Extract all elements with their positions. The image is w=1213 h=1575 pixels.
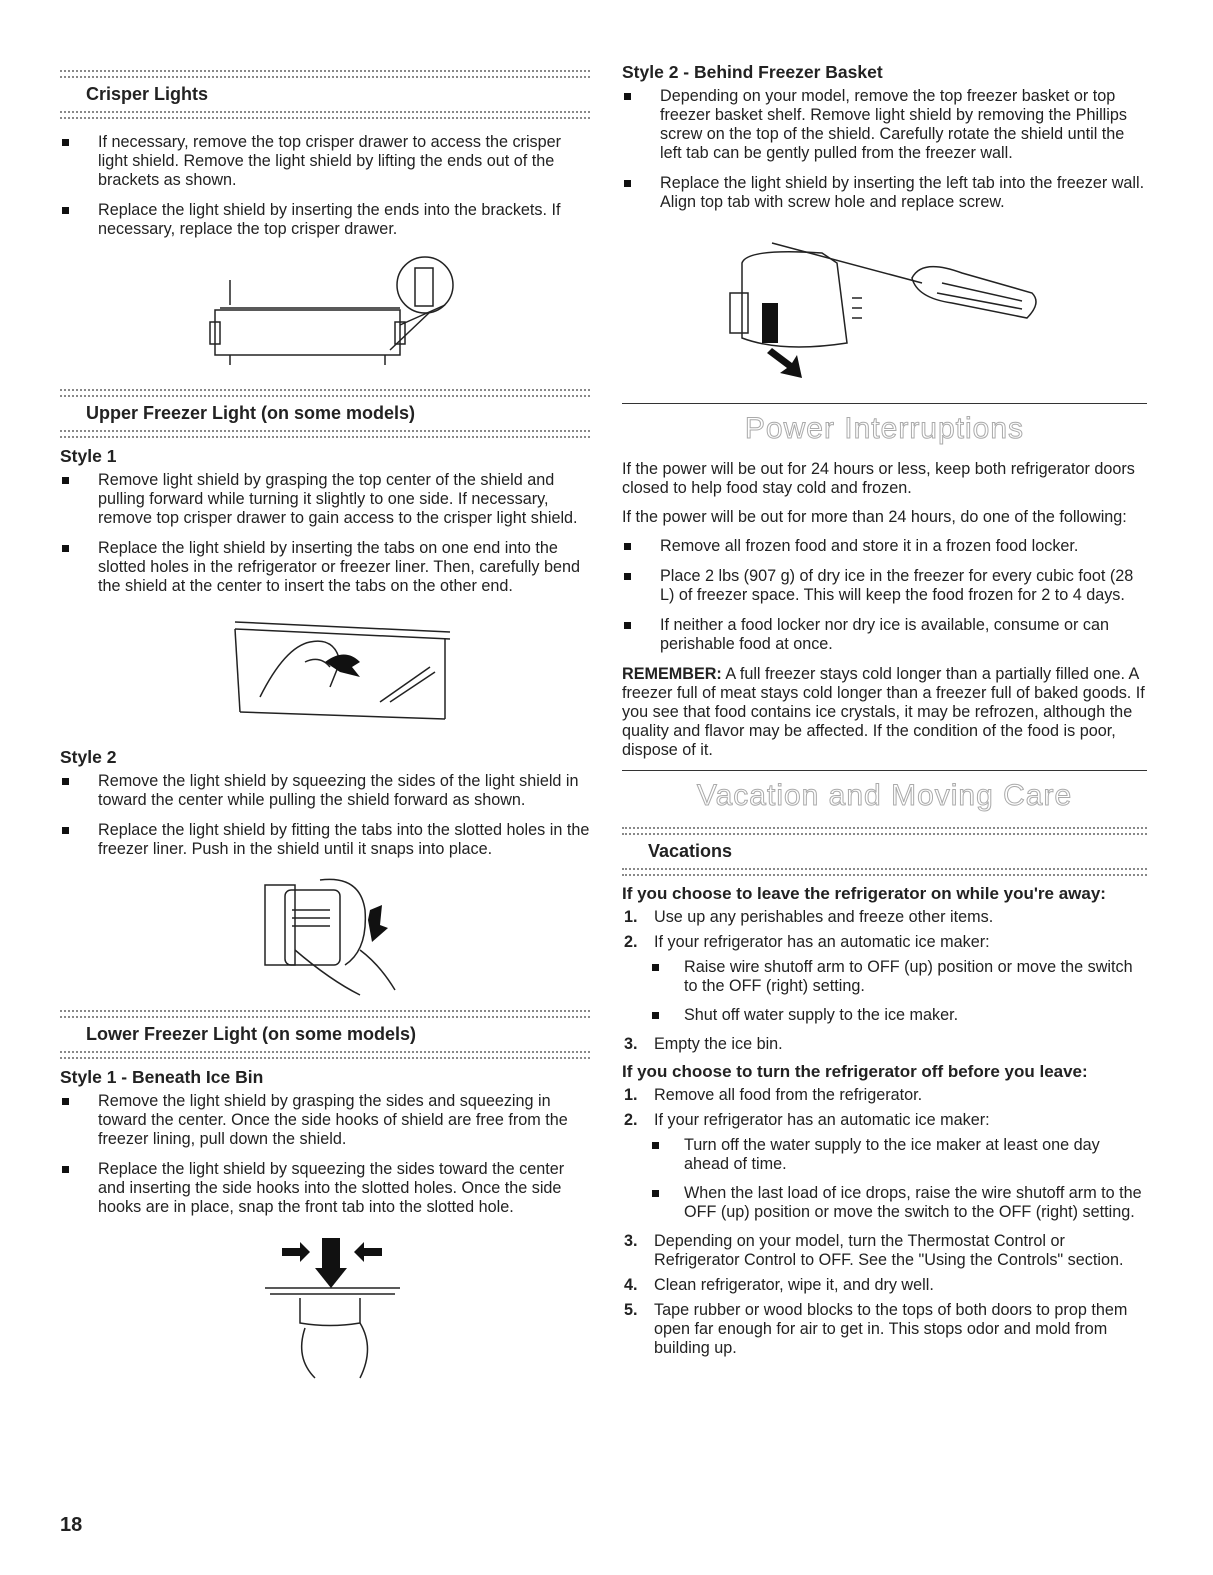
off-step-2: 2. If your refrigerator has an automatic ice maker:	[624, 1111, 990, 1129]
power-bullet-3: If neither a food locker nor dry ice is available, consume or can perishable food at once.	[622, 616, 1147, 654]
turn-off-heading: If you choose to turn the refrigerator off before you leave:	[622, 1062, 1088, 1081]
left-column	[60, 0, 590, 1388]
bullet-square-icon	[62, 778, 69, 785]
style-2-heading: Style 2	[60, 747, 117, 767]
upper-freezer-style2-illustration	[60, 870, 590, 1000]
style-2-basket-heading: Style 2 - Behind Freezer Basket	[622, 62, 883, 82]
lower-style1-bullet-2: Replace the light shield by squeezing the sides toward the center and inserting the side hooks into the slotted holes. Once the side hooks are in place, snap the front tab into the slotted hole.	[60, 1160, 590, 1217]
section-divider	[60, 70, 590, 78]
basket-bullet-1: Depending on your model, remove the top freezer basket or top freezer basket shelf. Remove light shield by removing the Phillips screw on the top of the shield. Carefully rotate the shield until the left tab can be gently pulled from the freezer wall.	[622, 87, 1147, 163]
section-divider	[622, 868, 1147, 876]
power-interruptions-title: Power Interruptions	[744, 412, 1025, 445]
bullet-square-icon	[624, 573, 631, 580]
bullet-square-icon	[624, 180, 631, 187]
bullet-square-icon	[652, 964, 659, 971]
bullet-square-icon	[62, 827, 69, 834]
lower-style1-heading: Style 1 - Beneath Ice Bin	[60, 1067, 264, 1087]
bullet-square-icon	[624, 93, 631, 100]
on-step-1: 1. Use up any perishables and freeze other items.	[624, 908, 994, 926]
leave-on-heading: If you choose to leave the refrigerator on while you're away:	[622, 884, 1106, 903]
power-bullet-1: Remove all frozen food and store it in a frozen food locker.	[622, 537, 1147, 556]
bullet-square-icon	[652, 1142, 659, 1149]
off-step-3: 3. Depending on your model, turn the Thermostat Control or Refrigerator Control to OFF. See the "Using the Controls" section.	[624, 1232, 1124, 1269]
upper-style1-bullet-1: Remove light shield by grasping the top center of the shield and pulling forward while turning it slightly to one side. If necessary, remove top crisper drawer to gain access to the crisper light shield.	[60, 471, 590, 528]
upper-style1-bullet-2: Replace the light shield by inserting the tabs on one end into the slotted holes in the refrigerator or freezer liner. Then, carefully bend the shield at the center to insert the tabs on the other end.	[60, 539, 590, 596]
bullet-square-icon	[62, 477, 69, 484]
crisper-light-illustration	[60, 250, 590, 375]
bullet-square-icon	[62, 139, 69, 146]
section-rule	[622, 403, 1147, 404]
off-step-2a: Turn off the water supply to the ice maker at least one day ahead of time.	[622, 1136, 1147, 1174]
page-number: 18	[60, 1514, 83, 1536]
freezer-basket-screwdriver-illustration	[622, 223, 1147, 393]
off-step-4: 4. Clean refrigerator, wipe it, and dry well.	[624, 1276, 934, 1294]
on-step-2b: Shut off water supply to the ice maker.	[622, 1006, 1147, 1025]
vacation-moving-title: Vacation and Moving Care	[696, 779, 1073, 812]
bullet-square-icon	[62, 1098, 69, 1105]
basket-bullet-2: Replace the light shield by inserting the left tab into the freezer wall. Align top tab with screw hole and replace screw.	[622, 174, 1147, 212]
crisper-lights-heading: Crisper Lights	[86, 84, 209, 104]
style-1-heading: Style 1	[60, 446, 117, 466]
section-divider	[60, 1051, 590, 1059]
section-divider	[60, 111, 590, 119]
section-rule	[622, 770, 1147, 771]
lower-freezer-style1-illustration	[60, 1228, 590, 1388]
remember-paragraph: REMEMBER: A full freezer stays cold longer than a partially filled one. A freezer full of meat stays cold longer than a freezer full of baked goods. If you see that food contains ice crystals, it may be refrozen, although the quality and flavor may be affected. If the condition of the food is poor, dispose of it.	[622, 665, 1145, 759]
lower-freezer-light-heading: Lower Freezer Light (on some models)	[86, 1024, 417, 1044]
upper-style2-bullet-2: Replace the light shield by fitting the tabs into the slotted holes in the freezer liner. Push in the shield until it snaps into place.	[60, 821, 590, 859]
on-step-2a: Raise wire shutoff arm to OFF (up) position or move the switch to the OFF (right) setting.	[622, 958, 1147, 996]
bullet-square-icon	[62, 1166, 69, 1173]
bullet-square-icon	[62, 545, 69, 552]
section-divider	[622, 827, 1147, 835]
off-step-2b: When the last load of ice drops, raise the wire shutoff arm to the OFF (up) position or move the switch to the OFF (right) setting.	[622, 1184, 1147, 1222]
bullet-square-icon	[652, 1190, 659, 1197]
lower-style1-bullet-1: Remove the light shield by grasping the sides and squeezing in toward the center. Once the side hooks of shield are free from the freezer lining, pull down the shield.	[60, 1092, 590, 1149]
bullet-square-icon	[624, 543, 631, 550]
off-step-5: 5. Tape rubber or wood blocks to the tops of both doors to prop them open far enough for air to get in. This stops odor and mold from building up.	[624, 1301, 1128, 1357]
power-paragraph-2: If the power will be out for more than 24 hours, do one of the following:	[622, 508, 1127, 526]
section-divider	[60, 389, 590, 397]
vacations-heading: Vacations	[648, 841, 733, 861]
remember-label: REMEMBER:	[622, 665, 722, 683]
on-step-2: 2. If your refrigerator has an automatic ice maker:	[624, 933, 990, 951]
bullet-square-icon	[652, 1012, 659, 1019]
upper-freezer-style1-illustration	[60, 607, 590, 737]
crisper-bullet-1: If necessary, remove the top crisper drawer to access the crisper light shield. Remove the light shield by lifting the ends out of the brackets as shown.	[60, 133, 590, 190]
on-step-3: 3. Empty the ice bin.	[624, 1035, 783, 1053]
upper-style2-bullet-1: Remove the light shield by squeezing the sides of the light shield in toward the center while pulling the shield forward as shown.	[60, 772, 590, 810]
off-step-1: 1. Remove all food from the refrigerator.	[624, 1086, 923, 1104]
section-divider	[60, 1010, 590, 1018]
crisper-bullet-2: Replace the light shield by inserting the ends into the brackets. If necessary, replace the top crisper drawer.	[60, 201, 590, 239]
power-paragraph-1: If the power will be out for 24 hours or less, keep both refrigerator doors closed to help food stay cold and frozen.	[622, 460, 1135, 497]
bullet-square-icon	[624, 622, 631, 629]
upper-freezer-light-heading: Upper Freezer Light (on some models)	[86, 403, 416, 423]
right-column	[622, 0, 1147, 1364]
power-bullet-2: Place 2 lbs (907 g) of dry ice in the freezer for every cubic foot (28 L) of freezer space. This will keep the food frozen for 2 to 4 days.	[622, 567, 1147, 605]
bullet-square-icon	[62, 207, 69, 214]
section-divider	[60, 430, 590, 438]
